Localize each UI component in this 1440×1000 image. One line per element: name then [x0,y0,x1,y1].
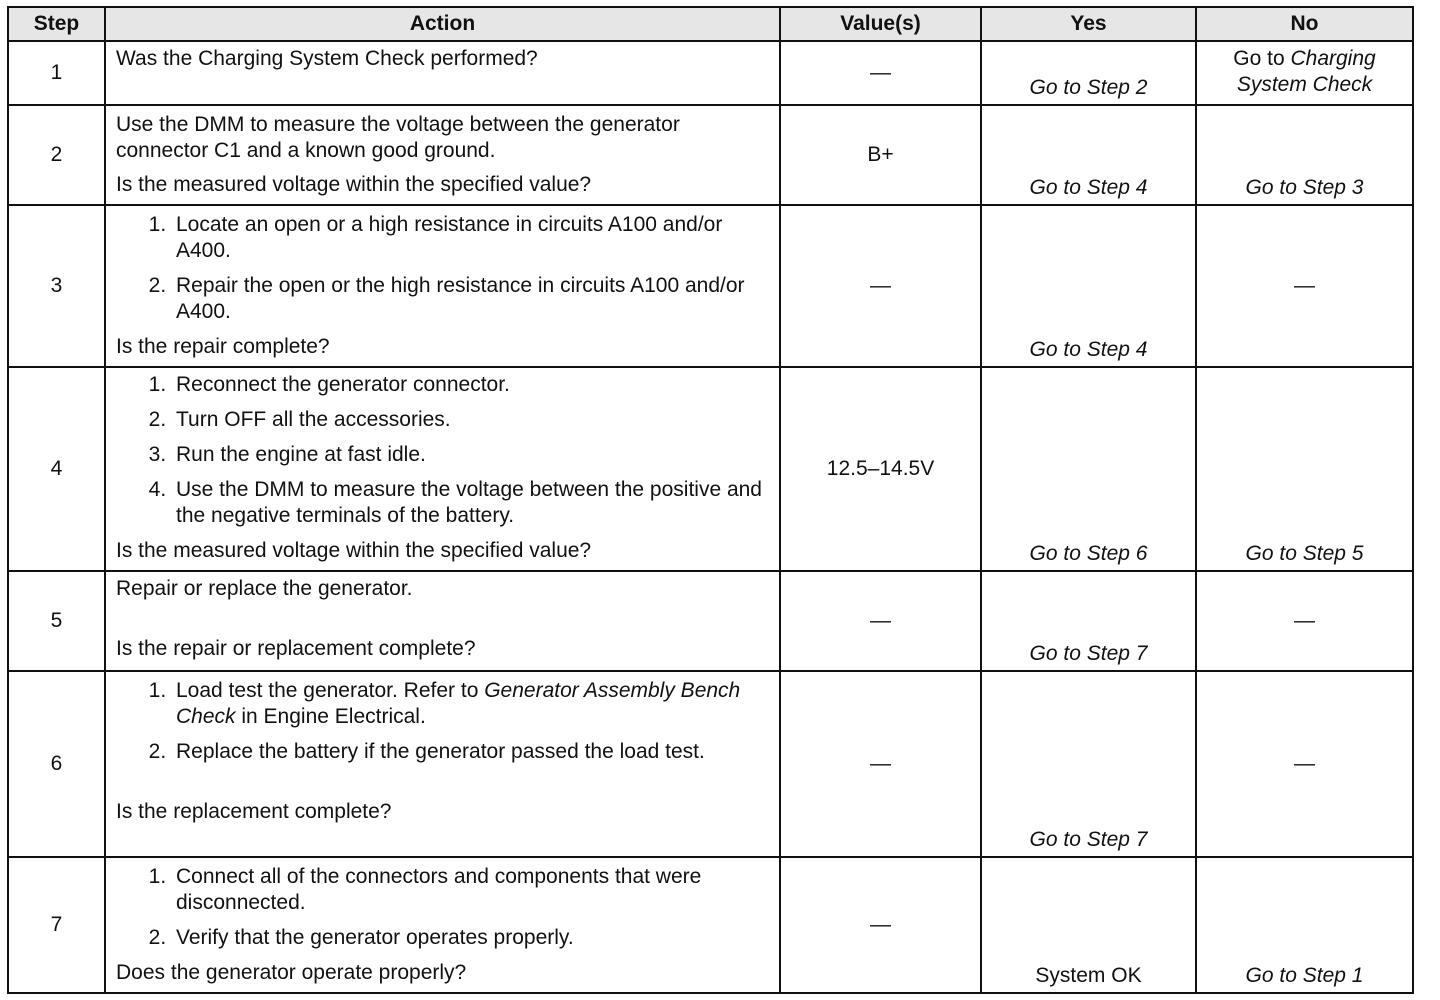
value-cell: — [780,41,981,105]
action-cell [105,205,780,367]
yes-cell: Go to Step 6 [981,367,1196,571]
yes-cell: Go to Step 7 [981,671,1196,857]
value-cell: — [780,671,981,857]
action-text: Repair or replace the generator. [116,577,413,600]
action-question: Is the measured voltage within the specified value? [116,539,592,562]
header-step: Step [8,7,105,41]
action-list-item: 2. Replace the battery if the generator passed the load test. [172,739,771,765]
table-row [8,205,1413,367]
action-text: Use the DMM to measure the voltage between the generator connector C1 and a known good ground. [116,113,680,162]
action-list-item: 1. Connect all of the connectors and components that were disconnected. [172,864,771,916]
action-cell [105,41,780,105]
value-cell: 12.5–14.5V [780,367,981,571]
yes-cell: Go to Step 2 [981,41,1196,105]
action-list-item: 2. Turn OFF all the accessories. [172,407,771,433]
no-cell: Go to Step 5 [1196,367,1413,571]
yes-cell: Go to Step 4 [981,105,1196,205]
action-question: Does the generator operate properly? [116,961,467,984]
value-cell: B+ [780,105,981,205]
item-reference: Generator Assembly Bench Check [176,679,741,728]
action-question: Is the repair complete? [116,335,330,358]
item-text: in Engine Electrical. [241,705,426,728]
action-list [116,212,771,325]
value-cell: — [780,205,981,367]
action-list [116,678,771,765]
table-row [8,671,1413,857]
table-row [8,41,1413,105]
action-list-item [172,678,771,730]
header-action: Action [105,7,780,41]
no-link-text: Charging System Check [1236,47,1376,96]
action-list-item: 1. Reconnect the generator connector. [172,372,771,398]
action-cell [105,671,780,857]
header-row [8,7,1413,41]
yes-cell: System OK [981,857,1196,993]
step-number: 5 [8,571,105,671]
step-number: 6 [8,671,105,857]
step-number: 2 [8,105,105,205]
table-row [8,857,1413,993]
step-number: 4 [8,367,105,571]
action-list-item: 3. Run the engine at fast idle. [172,442,771,468]
no-cell: — [1196,671,1413,857]
header-no: No [1196,7,1413,41]
action-cell [105,105,780,205]
table-row [8,571,1413,671]
action-cell [105,367,780,571]
action-list-item: 4. Use the DMM to measure the voltage between the positive and the negative terminals of the battery. [172,477,771,529]
no-cell [1196,41,1413,105]
yes-cell: Go to Step 7 [981,571,1196,671]
no-plain-text: Go to [1233,47,1285,70]
action-question: Is the replacement complete? [116,800,392,823]
action-cell [105,857,780,993]
step-number: 1 [8,41,105,105]
action-text: Was the Charging System Check performed? [116,47,538,70]
step-number: 3 [8,205,105,367]
no-cell: Go to Step 1 [1196,857,1413,993]
table-row [8,105,1413,205]
no-cell: — [1196,205,1413,367]
step-number: 7 [8,857,105,993]
value-cell: — [780,571,981,671]
action-question: Is the measured voltage within the specified value? [116,173,592,196]
action-list-item: 2. Repair the open or the high resistance in circuits A100 and/or A400. [172,273,771,325]
action-list-item: 2. Verify that the generator operates properly. [172,925,771,951]
table-row [8,367,1413,571]
action-list-item: 1. Locate an open or a high resistance in circuits A100 and/or A400. [172,212,771,264]
item-text: Load test the generator. Refer to [176,679,479,702]
header-values: Value(s) [780,7,981,41]
yes-cell: Go to Step 4 [981,205,1196,367]
action-list [116,372,771,529]
value-cell: — [780,857,981,993]
action-list [116,864,771,951]
no-cell: — [1196,571,1413,671]
no-cell: Go to Step 3 [1196,105,1413,205]
action-cell [105,571,780,671]
header-yes: Yes [981,7,1196,41]
action-question: Is the repair or replacement complete? [116,637,476,660]
diagnostic-table [7,6,1414,994]
